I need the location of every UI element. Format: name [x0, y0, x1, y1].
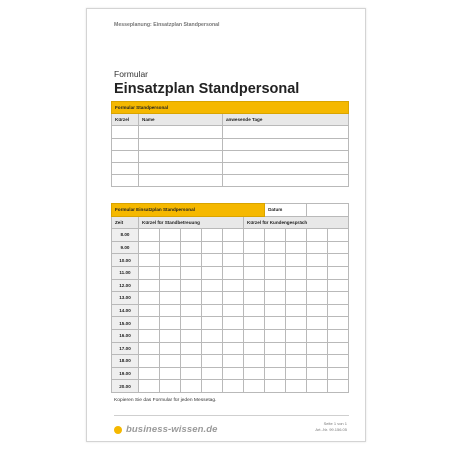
table-row: [112, 150, 349, 162]
talk-cell[interactable]: [307, 317, 328, 330]
staff-cell[interactable]: [112, 138, 139, 150]
staff-cell[interactable]: [139, 162, 223, 174]
stand-cell[interactable]: [223, 367, 244, 380]
talk-cell[interactable]: [328, 342, 349, 355]
article-number: Art.-Nr. 99.156.05: [315, 427, 347, 432]
stand-cell[interactable]: [181, 229, 202, 242]
talk-cell[interactable]: [286, 367, 307, 380]
stand-cell[interactable]: [160, 292, 181, 305]
schedule-table-title: Formular Einsatzplan Standpersonal: [112, 204, 265, 217]
column-header-kuerzel: Kürzel: [112, 114, 139, 126]
stand-cell[interactable]: [202, 329, 223, 342]
table-row: [112, 162, 349, 174]
schedule-table: [111, 203, 349, 393]
staff-cell[interactable]: [223, 175, 349, 187]
talk-cell[interactable]: [328, 304, 349, 317]
talk-cell[interactable]: [328, 317, 349, 330]
stand-cell[interactable]: [181, 266, 202, 279]
table-row: [112, 175, 349, 187]
talk-cell[interactable]: [244, 229, 265, 242]
stand-cell[interactable]: [202, 266, 223, 279]
talk-cell[interactable]: [265, 367, 286, 380]
talk-cell[interactable]: [244, 380, 265, 393]
talk-cell[interactable]: [244, 266, 265, 279]
stand-cell[interactable]: [223, 317, 244, 330]
time-cell: 9.00: [112, 241, 139, 254]
staff-cell[interactable]: [223, 126, 349, 138]
stand-cell[interactable]: [181, 317, 202, 330]
footer-divider: [114, 415, 349, 416]
document-title: Einsatzplan Standpersonal: [114, 81, 300, 97]
document-kind: Formular: [114, 69, 149, 79]
talk-cell[interactable]: [307, 304, 328, 317]
talk-cell[interactable]: [265, 266, 286, 279]
staff-cell[interactable]: [139, 150, 223, 162]
page-info: [315, 421, 347, 433]
column-header-talk: Kürzel für Kundengespräch: [244, 216, 349, 229]
column-header-days: anwesende Tage: [223, 114, 349, 126]
staff-table: [111, 101, 349, 187]
staff-cell[interactable]: [112, 150, 139, 162]
time-cell: 16.00: [112, 329, 139, 342]
talk-cell[interactable]: [244, 317, 265, 330]
talk-cell[interactable]: [286, 304, 307, 317]
talk-cell[interactable]: [286, 380, 307, 393]
stand-cell[interactable]: [139, 266, 160, 279]
talk-cell[interactable]: [286, 329, 307, 342]
talk-cell[interactable]: [328, 266, 349, 279]
page-number: Seite 1 von 1: [323, 421, 347, 426]
stand-cell[interactable]: [181, 367, 202, 380]
time-cell: 11.00: [112, 266, 139, 279]
time-cell: 14.00: [112, 304, 139, 317]
talk-cell[interactable]: [265, 241, 286, 254]
table-row: [112, 254, 349, 267]
stand-cell[interactable]: [139, 367, 160, 380]
time-cell: 13.00: [112, 292, 139, 305]
talk-cell[interactable]: [286, 254, 307, 267]
talk-cell[interactable]: [265, 380, 286, 393]
stand-cell[interactable]: [160, 329, 181, 342]
table-row: [112, 292, 349, 305]
stand-cell[interactable]: [139, 279, 160, 292]
talk-cell[interactable]: [265, 254, 286, 267]
column-header-name: Name: [139, 114, 223, 126]
stand-cell[interactable]: [181, 355, 202, 368]
stand-cell[interactable]: [160, 342, 181, 355]
stand-cell[interactable]: [181, 380, 202, 393]
stand-cell[interactable]: [202, 380, 223, 393]
talk-cell[interactable]: [307, 380, 328, 393]
stand-cell[interactable]: [202, 367, 223, 380]
stand-cell[interactable]: [223, 304, 244, 317]
date-label: Datum: [265, 204, 307, 217]
talk-cell[interactable]: [286, 266, 307, 279]
stand-cell[interactable]: [223, 266, 244, 279]
column-header-time: Zeit: [112, 216, 139, 229]
logo: [114, 424, 218, 435]
stand-cell[interactable]: [139, 254, 160, 267]
talk-cell[interactable]: [328, 380, 349, 393]
stand-cell[interactable]: [181, 292, 202, 305]
talk-cell[interactable]: [307, 342, 328, 355]
date-field[interactable]: [307, 204, 349, 217]
talk-cell[interactable]: [265, 279, 286, 292]
stand-cell[interactable]: [202, 229, 223, 242]
talk-cell[interactable]: [307, 355, 328, 368]
talk-cell[interactable]: [244, 355, 265, 368]
stand-cell[interactable]: [223, 254, 244, 267]
talk-cell[interactable]: [265, 317, 286, 330]
talk-cell[interactable]: [307, 241, 328, 254]
talk-cell[interactable]: [286, 317, 307, 330]
stand-cell[interactable]: [160, 380, 181, 393]
stand-cell[interactable]: [181, 279, 202, 292]
stand-cell[interactable]: [223, 342, 244, 355]
stand-cell[interactable]: [202, 304, 223, 317]
stand-cell[interactable]: [139, 355, 160, 368]
talk-cell[interactable]: [286, 229, 307, 242]
talk-cell[interactable]: [265, 355, 286, 368]
talk-cell[interactable]: [328, 241, 349, 254]
talk-cell[interactable]: [286, 342, 307, 355]
stand-cell[interactable]: [139, 229, 160, 242]
time-cell: 17.00: [112, 342, 139, 355]
talk-cell[interactable]: [286, 292, 307, 305]
staff-cell[interactable]: [223, 162, 349, 174]
talk-cell[interactable]: [307, 292, 328, 305]
stand-cell[interactable]: [181, 241, 202, 254]
time-cell: 19.00: [112, 367, 139, 380]
stand-cell[interactable]: [160, 241, 181, 254]
stand-cell[interactable]: [202, 279, 223, 292]
stand-cell[interactable]: [139, 380, 160, 393]
stand-cell[interactable]: [202, 342, 223, 355]
talk-cell[interactable]: [244, 304, 265, 317]
table-row: [112, 342, 349, 355]
staff-cell[interactable]: [112, 175, 139, 187]
stand-cell[interactable]: [160, 266, 181, 279]
talk-cell[interactable]: [286, 355, 307, 368]
time-cell: 20.00: [112, 380, 139, 393]
stand-cell[interactable]: [160, 229, 181, 242]
stand-cell[interactable]: [223, 380, 244, 393]
talk-cell[interactable]: [265, 342, 286, 355]
talk-cell[interactable]: [265, 229, 286, 242]
stand-cell[interactable]: [139, 304, 160, 317]
talk-cell[interactable]: [328, 254, 349, 267]
talk-cell[interactable]: [328, 329, 349, 342]
talk-cell[interactable]: [307, 329, 328, 342]
stand-cell[interactable]: [223, 355, 244, 368]
stand-cell[interactable]: [181, 342, 202, 355]
talk-cell[interactable]: [307, 367, 328, 380]
talk-cell[interactable]: [244, 329, 265, 342]
stand-cell[interactable]: [139, 292, 160, 305]
stand-cell[interactable]: [139, 342, 160, 355]
time-cell: 15.00: [112, 317, 139, 330]
talk-cell[interactable]: [244, 367, 265, 380]
talk-cell[interactable]: [265, 329, 286, 342]
stand-cell[interactable]: [181, 329, 202, 342]
stand-cell[interactable]: [139, 329, 160, 342]
talk-cell[interactable]: [328, 292, 349, 305]
time-cell: 12.00: [112, 279, 139, 292]
stand-cell[interactable]: [160, 367, 181, 380]
stand-cell[interactable]: [202, 355, 223, 368]
logo-dot-icon: [114, 426, 122, 434]
talk-cell[interactable]: [307, 254, 328, 267]
document-page: [86, 8, 366, 442]
stand-cell[interactable]: [181, 304, 202, 317]
stand-cell[interactable]: [181, 254, 202, 267]
talk-cell[interactable]: [307, 279, 328, 292]
talk-cell[interactable]: [328, 355, 349, 368]
stand-cell[interactable]: [160, 317, 181, 330]
table-row: [112, 367, 349, 380]
stand-cell[interactable]: [160, 279, 181, 292]
stand-cell[interactable]: [202, 292, 223, 305]
talk-cell[interactable]: [328, 367, 349, 380]
logo-text: business-wissen.de: [126, 424, 218, 435]
talk-cell[interactable]: [286, 279, 307, 292]
stand-cell[interactable]: [223, 292, 244, 305]
stand-cell[interactable]: [202, 254, 223, 267]
talk-cell[interactable]: [244, 254, 265, 267]
table-row: [112, 138, 349, 150]
page-header: Messeplanung: Einsatzplan Standpersonal: [114, 22, 220, 28]
table-row: [112, 355, 349, 368]
stand-cell[interactable]: [139, 241, 160, 254]
table-row: [112, 317, 349, 330]
table-row: [112, 304, 349, 317]
staff-cell[interactable]: [223, 150, 349, 162]
talk-cell[interactable]: [244, 292, 265, 305]
stand-cell[interactable]: [202, 317, 223, 330]
table-row: [112, 229, 349, 242]
time-cell: 10.00: [112, 254, 139, 267]
column-header-stand: Kürzel für Standbetreuung: [139, 216, 244, 229]
staff-cell[interactable]: [223, 138, 349, 150]
table-row: [112, 266, 349, 279]
talk-cell[interactable]: [265, 304, 286, 317]
talk-cell[interactable]: [244, 279, 265, 292]
staff-table-title: Formular Standpersonal: [112, 102, 349, 114]
copy-note: Kopieren Sie das Formular für jeden Messetag.: [114, 398, 217, 403]
stand-cell[interactable]: [160, 254, 181, 267]
talk-cell[interactable]: [328, 229, 349, 242]
stand-cell[interactable]: [223, 241, 244, 254]
time-cell: 18.00: [112, 355, 139, 368]
talk-cell[interactable]: [307, 266, 328, 279]
talk-cell[interactable]: [244, 241, 265, 254]
talk-cell[interactable]: [265, 292, 286, 305]
talk-cell[interactable]: [244, 342, 265, 355]
table-row: [112, 126, 349, 138]
table-row: [112, 329, 349, 342]
talk-cell[interactable]: [286, 241, 307, 254]
table-row: [112, 380, 349, 393]
staff-cell[interactable]: [139, 138, 223, 150]
staff-cell[interactable]: [139, 126, 223, 138]
stand-cell[interactable]: [223, 329, 244, 342]
time-cell: 8.00: [112, 229, 139, 242]
stand-cell[interactable]: [139, 317, 160, 330]
staff-cell[interactable]: [139, 175, 223, 187]
talk-cell[interactable]: [328, 279, 349, 292]
table-row: [112, 241, 349, 254]
table-row: [112, 279, 349, 292]
stand-cell[interactable]: [223, 279, 244, 292]
talk-cell[interactable]: [307, 229, 328, 242]
stand-cell[interactable]: [223, 229, 244, 242]
stand-cell[interactable]: [202, 241, 223, 254]
staff-cell[interactable]: [112, 126, 139, 138]
stand-cell[interactable]: [160, 355, 181, 368]
staff-cell[interactable]: [112, 162, 139, 174]
stand-cell[interactable]: [160, 304, 181, 317]
